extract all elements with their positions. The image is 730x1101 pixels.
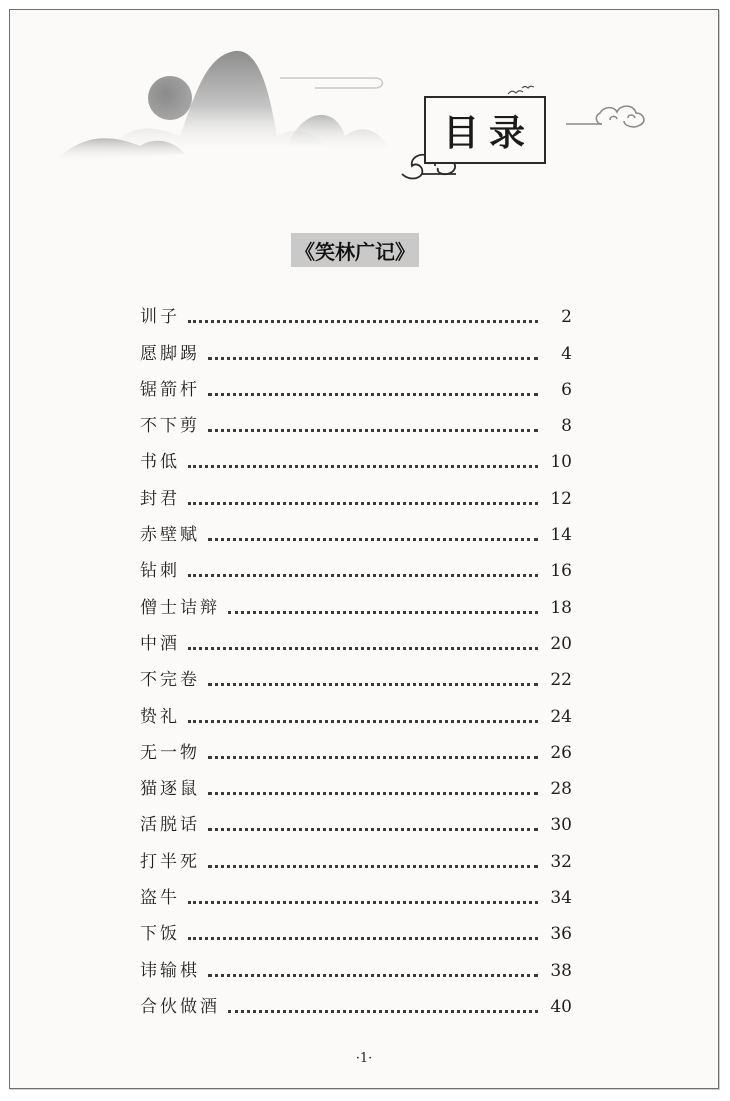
toc-entry[interactable] xyxy=(140,981,572,1017)
toc-entry-title: 赤壁赋 xyxy=(140,525,200,546)
dot-leader xyxy=(208,683,538,686)
toc-entry-page: 36 xyxy=(550,924,572,945)
toc-entry-title: 盗牛 xyxy=(140,888,180,909)
toc-entry-page: 4 xyxy=(561,343,572,364)
dot-leader xyxy=(208,429,538,432)
toc-entry[interactable] xyxy=(140,763,572,799)
contents-title-box xyxy=(424,96,546,164)
book-page xyxy=(9,9,719,1089)
toc-entry-page: 24 xyxy=(550,706,572,727)
dot-leader xyxy=(188,502,538,505)
dot-leader xyxy=(188,720,538,723)
toc-entry[interactable] xyxy=(140,581,572,617)
toc-entry-page: 14 xyxy=(550,525,572,546)
toc-entry-page: 34 xyxy=(550,888,572,909)
toc-entry-title: 钻刺 xyxy=(140,561,180,582)
dot-leader xyxy=(208,865,538,868)
dot-leader xyxy=(208,828,538,831)
toc-entry-title: 中酒 xyxy=(140,633,180,654)
dot-leader xyxy=(208,393,538,396)
toc-entry-page: 6 xyxy=(561,379,572,400)
dot-leader xyxy=(208,756,538,759)
toc-entry-title: 讳输棋 xyxy=(140,960,200,981)
toc-entry[interactable] xyxy=(140,835,572,871)
page-number: ·1· xyxy=(355,1051,373,1066)
toc-entry-title: 不下剪 xyxy=(140,416,200,437)
toc-entry-page: 30 xyxy=(550,815,572,836)
toc-entry-title: 训子 xyxy=(140,307,180,328)
dot-leader xyxy=(228,1010,538,1013)
toc-entry-page: 28 xyxy=(550,779,572,800)
toc-entry-title: 锯箭杆 xyxy=(140,379,200,400)
toc-entry[interactable] xyxy=(140,291,572,327)
toc-entry-page: 8 xyxy=(561,416,572,437)
toc-entry-page: 18 xyxy=(550,597,572,618)
toc-entry[interactable] xyxy=(140,654,572,690)
toc-entry-page: 22 xyxy=(550,670,572,691)
section-heading-band xyxy=(291,233,419,267)
toc-entry[interactable] xyxy=(140,944,572,980)
mountain-icon xyxy=(55,51,390,161)
toc-entry-title: 僧士诘辩 xyxy=(140,597,220,618)
toc-entry[interactable] xyxy=(140,618,572,654)
toc-entry-title: 打半死 xyxy=(140,851,200,872)
toc-entry[interactable] xyxy=(140,327,572,363)
toc-entry-page: 2 xyxy=(561,307,572,328)
toc-entry-title: 合伙做酒 xyxy=(140,996,220,1017)
mountain-landscape-illustration xyxy=(45,36,405,166)
toc-entry-title: 封君 xyxy=(140,488,180,509)
dot-leader xyxy=(188,465,538,468)
table-of-contents xyxy=(140,291,572,1017)
dot-leader xyxy=(188,647,538,650)
dot-leader xyxy=(228,611,538,614)
dot-leader xyxy=(208,538,538,541)
dot-leader xyxy=(188,574,538,577)
page-title: 目录 xyxy=(442,112,535,154)
toc-entry[interactable] xyxy=(140,436,572,472)
dot-leader xyxy=(208,357,538,360)
toc-entry[interactable] xyxy=(140,872,572,908)
toc-entry[interactable] xyxy=(140,908,572,944)
toc-entry-page: 32 xyxy=(550,851,572,872)
cloud-icon xyxy=(562,94,652,134)
toc-entry-page: 10 xyxy=(550,452,572,473)
dot-leader xyxy=(208,792,538,795)
toc-entry-title: 活脱话 xyxy=(140,815,200,836)
dot-leader xyxy=(208,974,538,977)
toc-entry-title: 无一物 xyxy=(140,742,200,763)
toc-entry-page: 20 xyxy=(550,633,572,654)
toc-entry[interactable] xyxy=(140,690,572,726)
toc-entry[interactable] xyxy=(140,799,572,835)
toc-entry-title: 不完卷 xyxy=(140,670,200,691)
toc-entry-title: 下饭 xyxy=(140,924,180,945)
toc-entry-page: 12 xyxy=(550,488,572,509)
toc-entry-page: 38 xyxy=(550,960,572,981)
section-title: 《笑林广记》 xyxy=(295,239,415,264)
toc-entry[interactable] xyxy=(140,727,572,763)
toc-entry-page: 26 xyxy=(550,742,572,763)
toc-entry[interactable] xyxy=(140,509,572,545)
dot-leader xyxy=(188,901,538,904)
toc-entry-page: 40 xyxy=(550,996,572,1017)
toc-entry-title: 书低 xyxy=(140,452,180,473)
toc-entry[interactable] xyxy=(140,400,572,436)
cloud-line-icon xyxy=(280,78,383,88)
toc-entry[interactable] xyxy=(140,364,572,400)
toc-entry-title: 愿脚踢 xyxy=(140,343,200,364)
toc-entry-title: 猫逐鼠 xyxy=(140,779,200,800)
dot-leader xyxy=(188,320,538,323)
toc-entry-page: 16 xyxy=(550,561,572,582)
dot-leader xyxy=(188,937,538,940)
toc-entry[interactable] xyxy=(140,472,572,508)
toc-entry-title: 贽礼 xyxy=(140,706,180,727)
toc-entry[interactable] xyxy=(140,545,572,581)
sun-icon xyxy=(148,76,192,120)
